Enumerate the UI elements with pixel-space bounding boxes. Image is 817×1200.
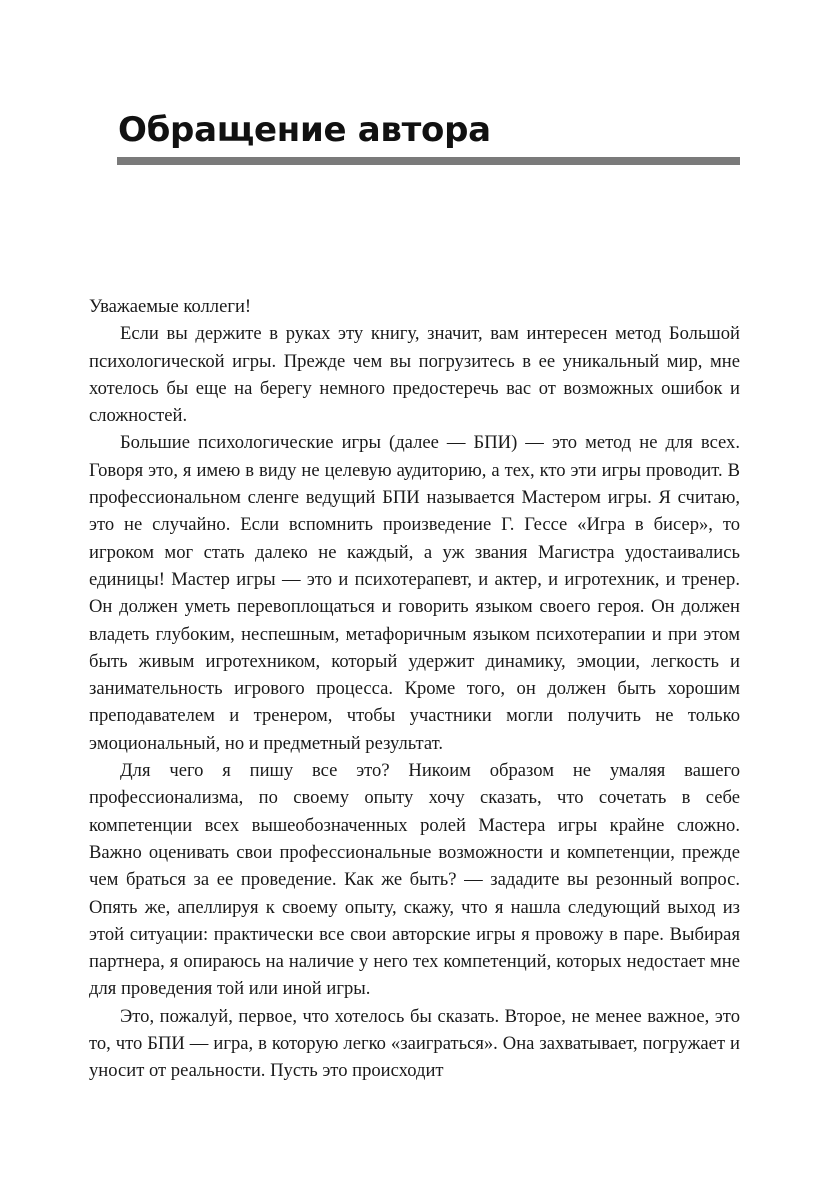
chapter-title: Обращение автора bbox=[118, 110, 491, 150]
paragraph: Большие психологические игры (далее — БПИ) — это метод не для всех. Говоря это, я имею в виду не целевую аудиторию, а тех, кто эти игры проводит. В профессиональном сленге ведущий БПИ называется Мастером игры. Я считаю, это не случайно. Если вспомнить произведение Г. Гессе «Игра в бисер», то игроком мог стать далеко не каждый, а уж звания Магистра удостаивались единицы! Мастер игры — это и психотерапевт, и актер, и игротехник, и тренер. Он должен уметь перевоплощаться и говорить языком своего героя. Он должен владеть глубоким, неспешным, метафоричным языком психотерапии и при этом быть живым игротехником, который удержит динамику, эмоции, легкость и занимательность игрового процесса. Кроме того, он должен быть хорошим преподавателем и тренером, чтобы участники могли получить не только эмоциональный, но и предметный результат. bbox=[89, 432, 740, 754]
paragraph: Это, пожалуй, первое, что хотелось бы сказать. Второе, не менее важное, это то, что БПИ — игра, в которую легко «заиграться». Она захватывает, погружает и уносит от реальности. Пусть это происходит bbox=[89, 1005, 740, 1082]
title-underline-rule bbox=[117, 157, 740, 165]
body-text bbox=[89, 293, 740, 1085]
paragraph: Для чего я пишу все это? Никоим образом не умаляя вашего профессионализма, по своему опыту хочу сказать, что сочетать в себе компетенции всех вышеобозначенных ролей Мастера игры крайне сложно. Важно оценивать свои профессиональные возможности и компетенции, прежде чем браться за ее проведение. Как же быть? — зададите вы резонный вопрос. Опять же, апеллируя к своему опыту, скажу, что я нашла следующий выход из этой ситуации: практически все свои авторские игры я провожу в паре. Выбирая партнера, я опираюсь на наличие у него тех компетенций, которых недостает мне для проведения той или иной игры. bbox=[89, 760, 740, 1000]
paragraph: Если вы держите в руках эту книгу, значит, вам интересен метод Большой психологической игры. Прежде чем вы погрузитесь в ее уникальный мир, мне хотелось бы еще на берегу немного предостеречь вас от возможных ошибок и сложностей. bbox=[89, 323, 740, 427]
salutation: Уважаемые коллеги! bbox=[89, 296, 252, 317]
